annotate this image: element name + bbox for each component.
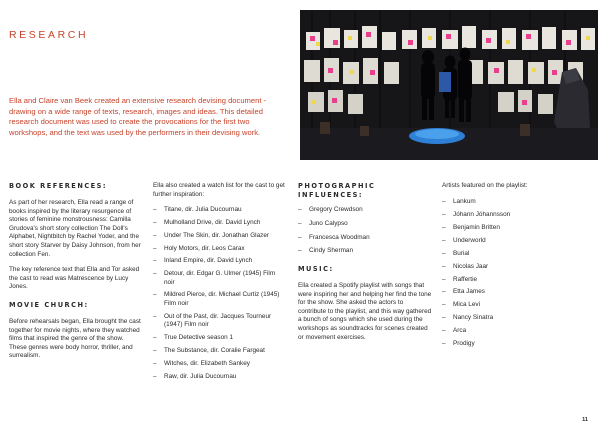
list-item: – Mildred Pierce, dir. Michael Curtiz (1945) Film noir	[153, 291, 285, 308]
list-item: – Raffertie	[442, 276, 582, 285]
list-item: – Arca	[442, 327, 582, 336]
page-number: 11	[582, 417, 588, 423]
photographic-heading-line2: INFLUENCES:	[298, 191, 364, 199]
column-influences	[298, 182, 432, 349]
watch-list-intro: Ella also created a watch list for the cast to get further inspiration:	[153, 182, 285, 198]
list-item: – Inland Empire, dir. David Lynch	[153, 257, 285, 266]
list-item: – Cindy Sherman	[298, 247, 432, 256]
list-item: – Holy Motors, dir. Leos Carax	[153, 245, 285, 254]
page-title: RESEARCH	[9, 29, 89, 41]
playlist-artists	[442, 198, 582, 349]
list-item: – Nicolas Jaar	[442, 263, 582, 272]
list-item: – Lankum	[442, 198, 582, 207]
photographic-list	[298, 206, 432, 256]
list-item: – Juno Calypso	[298, 220, 432, 229]
movie-church-paragraph: Before rehearsals began, Ella brought the cast together for movie nights, where they watched films that inspired the genre of the show. These genres were body horror, thriller, and surrealism.	[9, 317, 141, 360]
key-reference-paragraph: The key reference text that Ella and Tor asked the cast to read was Matrescence by Lucy Jones.	[9, 266, 140, 291]
column-watch-list	[153, 182, 285, 385]
rehearsal-photo-illustration	[300, 10, 598, 160]
list-item: – The Substance, dir. Coralie Fargeat	[153, 347, 285, 356]
list-item: – Benjamin Britten	[442, 224, 582, 233]
list-item: – Burial	[442, 250, 582, 259]
playlist-intro: Artists featured on the playlist:	[442, 182, 528, 189]
list-item: – Etta James	[442, 288, 582, 297]
list-item: – Raw, dir. Julia Ducournau	[153, 373, 285, 382]
column-book-references	[9, 182, 141, 368]
movie-church-heading: MOVIE CHURCH:	[9, 300, 89, 309]
list-item: – Out of the Past, dir. Jacques Tourneur (1947) Film noir	[153, 313, 285, 330]
list-item: – Detour, dir. Edgar G. Ulmer (1945) Film noir	[153, 270, 285, 287]
list-item: – Witches, dir. Elizabeth Sankey	[153, 360, 285, 369]
book-references-heading: BOOK REFERENCES:	[9, 182, 108, 190]
list-item: – Mica Levi	[442, 301, 582, 310]
list-item: – True Detective season 1	[153, 334, 285, 343]
list-item: – Nancy Sinatra	[442, 314, 582, 323]
music-paragraph: Ella created a Spotify playlist with songs that were inspiring her and helping her find the tone for the show. She asked the actors to contribute to the playlist, and this way gathered a bunch of songs which she used during the workshops as soundtracks for scenes created or movement exercises.	[298, 281, 432, 341]
list-item: – Mulholland Drive, dir. David Lynch	[153, 219, 285, 228]
watch-list	[153, 206, 285, 381]
list-item: – Titane, dir. Julia Ducournau	[153, 206, 285, 215]
list-item: – Francesca Woodman	[298, 234, 432, 243]
photographic-heading-line1: PHOTOGRAPHIC	[298, 182, 376, 190]
rehearsal-photo	[300, 10, 598, 160]
list-item: – Under The Skin, dir. Jonathan Glazer	[153, 232, 285, 241]
photographic-influences-heading	[298, 182, 432, 200]
list-item: – Underworld	[442, 237, 582, 246]
music-heading: MUSIC:	[298, 264, 334, 273]
list-item: – Prodigy	[442, 340, 582, 349]
list-item: – Jóhann Jóhannsson	[442, 211, 582, 220]
column-playlist	[442, 182, 582, 353]
list-item: – Gregory Crewdson	[298, 206, 432, 215]
intro-paragraph: Ella and Claire van Beek created an extensive research devising document - drawing on a wide range of texts, research, images and ideas. This detailed research document was used to create the provocations for the first two workshops, and the text was used by the performers in their devising work.	[9, 96, 267, 137]
book-references-paragraph: As part of her research, Ella read a range of books inspired by the literary resurgence of stories of feminine monstrousness: Camilla Grudova's short story collection The Doll's Alphabet, Nightbitch by Rachel Yoder, and the short story Starver by Daisy Johnson, from her collection Fen.	[9, 199, 141, 258]
